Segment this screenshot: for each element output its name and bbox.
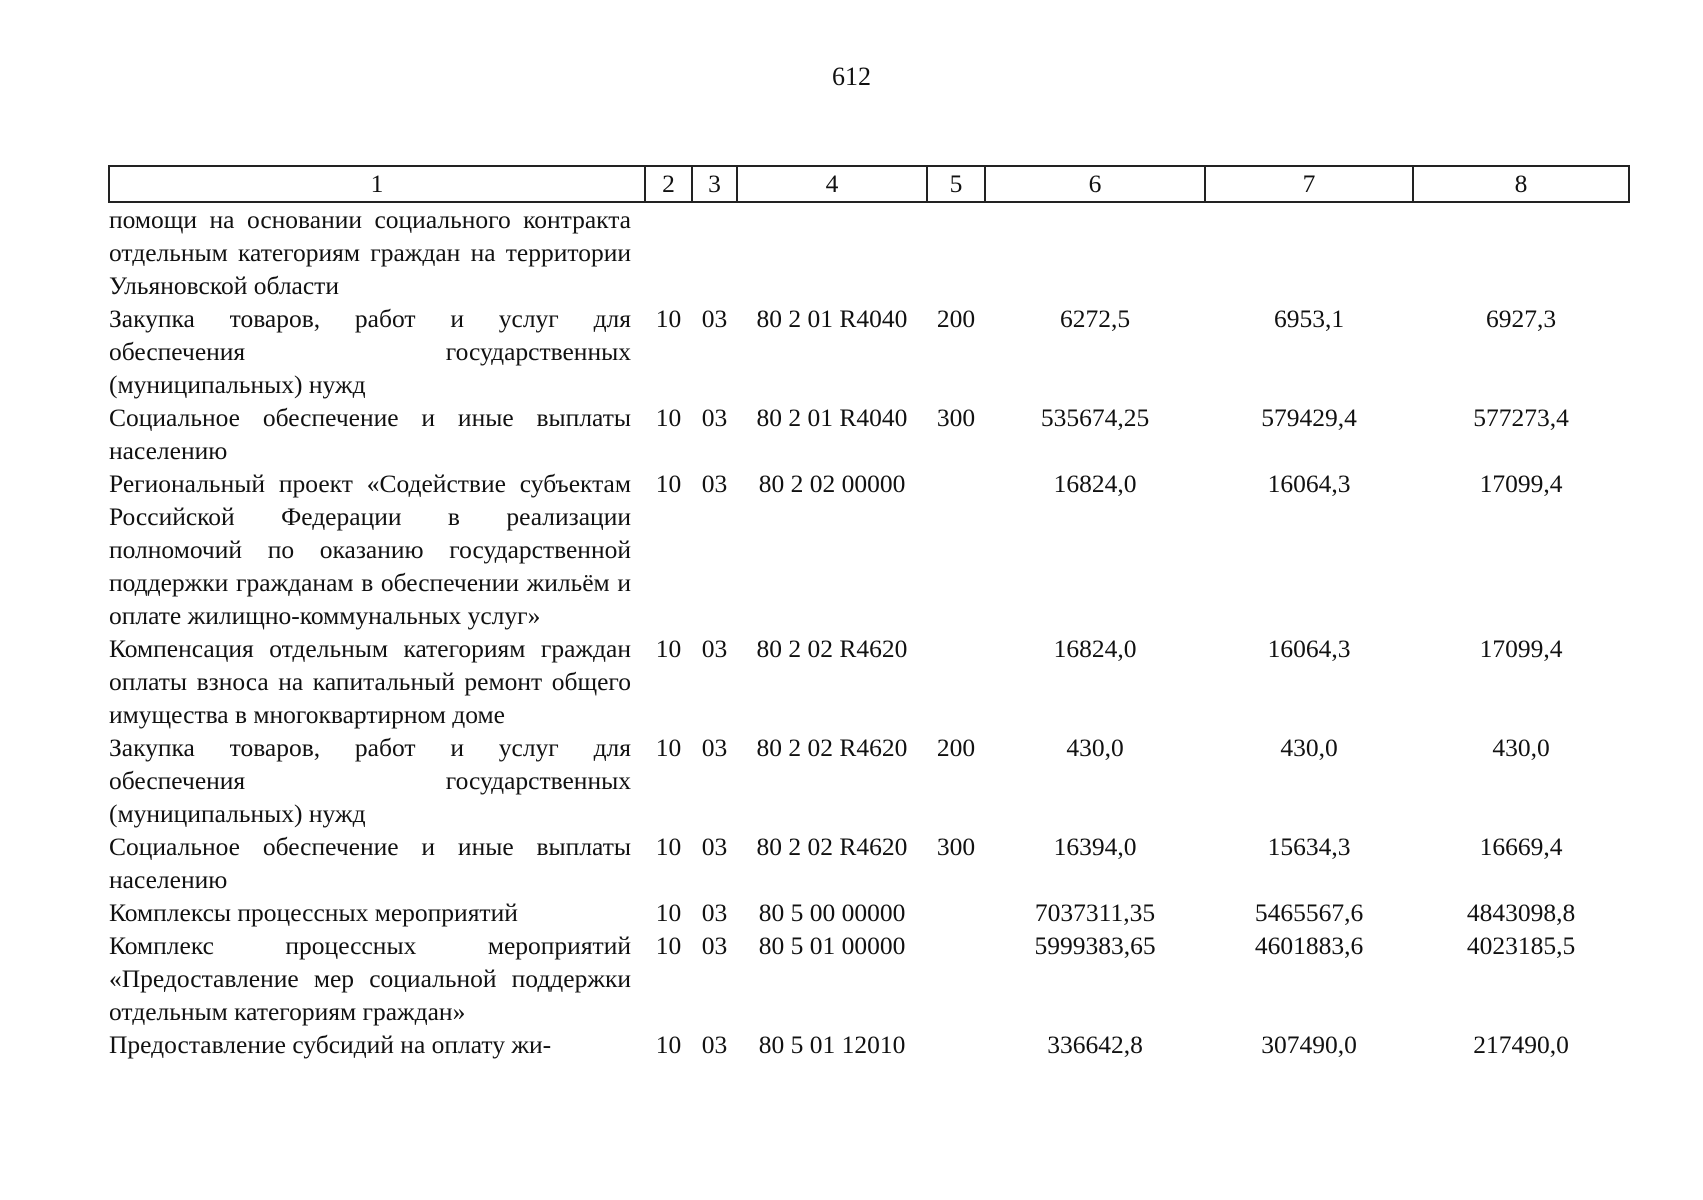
amount-year3-cell: 17099,4 xyxy=(1479,634,1563,663)
amount-year3-cell xyxy=(1413,202,1629,302)
target-article-cell: 80 2 02 00000 xyxy=(758,469,906,498)
row-name-cell: помощи на основании социального контракта отдельным категориям граждан на территории Ульяновской области xyxy=(109,205,631,300)
amount-year2-cell: 4601883,6 xyxy=(1254,931,1364,960)
table-body xyxy=(109,202,1629,1061)
column-header: 6 xyxy=(985,166,1205,202)
table-row xyxy=(109,731,1629,830)
row-name-cell: Региональный проект «Содействие субъектам Российской Федерации в реализации полномочий по оказанию государственной поддержки гражданам в обеспечении жильём и оплате жилищно-коммунальных услуг» xyxy=(109,469,631,630)
amount-year2-cell: 16064,3 xyxy=(1267,469,1351,498)
table-row xyxy=(109,202,1629,302)
amount-year2-cell: 16064,3 xyxy=(1267,634,1351,663)
amount-year3-cell: 217490,0 xyxy=(1473,1030,1569,1059)
amount-year3-cell: 430,0 xyxy=(1492,733,1550,762)
column-header: 7 xyxy=(1205,166,1413,202)
amount-year3-cell: 16669,4 xyxy=(1479,832,1563,861)
subsection-code-cell: 03 xyxy=(701,898,728,927)
amount-year1-cell: 16394,0 xyxy=(1053,832,1137,861)
table-row xyxy=(109,830,1629,896)
amount-year2-cell: 5465567,6 xyxy=(1254,898,1364,927)
amount-year2-cell: 307490,0 xyxy=(1261,1030,1357,1059)
column-header: 4 xyxy=(737,166,927,202)
amount-year2-cell: 15634,3 xyxy=(1267,832,1351,861)
column-header: 8 xyxy=(1413,166,1629,202)
expense-type-cell xyxy=(927,202,985,302)
subsection-code-cell: 03 xyxy=(701,469,728,498)
column-header: 1 xyxy=(109,166,645,202)
table-row xyxy=(109,929,1629,1028)
amount-year1-cell: 430,0 xyxy=(1066,733,1124,762)
section-code-cell xyxy=(645,202,692,302)
amount-year1-cell: 7037311,35 xyxy=(1034,898,1156,927)
target-article-cell: 80 5 00 00000 xyxy=(758,898,906,927)
expense-type-cell: 200 xyxy=(936,304,976,333)
amount-year1-cell: 16824,0 xyxy=(1053,469,1137,498)
subsection-code-cell: 03 xyxy=(701,634,728,663)
amount-year3-cell: 17099,4 xyxy=(1479,469,1563,498)
section-code-cell: 10 xyxy=(655,469,682,498)
section-code-cell: 10 xyxy=(655,634,682,663)
section-code-cell: 10 xyxy=(655,931,682,960)
table-row xyxy=(109,401,1629,467)
row-name-cell: Комплексы процессных мероприятий xyxy=(109,898,518,927)
expense-type-cell xyxy=(927,896,985,929)
expense-type-cell: 200 xyxy=(936,733,976,762)
section-code-cell: 10 xyxy=(655,733,682,762)
amount-year3-cell: 6927,3 xyxy=(1485,304,1557,333)
amount-year1-cell: 336642,8 xyxy=(1047,1030,1143,1059)
amount-year3-cell: 577273,4 xyxy=(1473,403,1569,432)
amount-year1-cell xyxy=(985,202,1205,302)
target-article-cell: 80 5 01 00000 xyxy=(758,931,906,960)
target-article-cell: 80 2 01 R4040 xyxy=(756,403,908,432)
section-code-cell: 10 xyxy=(655,304,682,333)
subsection-code-cell xyxy=(692,202,737,302)
row-name-cell: Социальное обеспечение и иные выплаты населению xyxy=(109,403,631,465)
amount-year3-cell: 4023185,5 xyxy=(1466,931,1576,960)
expense-type-cell xyxy=(927,467,985,632)
amount-year1-cell: 6272,5 xyxy=(1059,304,1131,333)
target-article-cell: 80 2 02 R4620 xyxy=(756,634,908,663)
subsection-code-cell: 03 xyxy=(701,1030,728,1059)
table-row xyxy=(109,467,1629,632)
page-number: 612 xyxy=(832,62,871,91)
expense-type-cell xyxy=(927,929,985,1028)
subsection-code-cell: 03 xyxy=(701,733,728,762)
row-name-cell: Предоставление субсидий на оплату жи- xyxy=(109,1030,552,1059)
table-row xyxy=(109,632,1629,731)
header-row xyxy=(109,166,1629,202)
table-row xyxy=(109,896,1629,929)
target-article-cell: 80 2 02 R4620 xyxy=(756,832,908,861)
section-code-cell: 10 xyxy=(655,1030,682,1059)
section-code-cell: 10 xyxy=(655,898,682,927)
amount-year1-cell: 5999383,65 xyxy=(1034,931,1156,960)
amount-year2-cell: 430,0 xyxy=(1280,733,1338,762)
amount-year1-cell: 535674,25 xyxy=(1040,403,1150,432)
target-article-cell xyxy=(737,202,927,302)
amount-year1-cell: 16824,0 xyxy=(1053,634,1137,663)
row-name-cell: Компенсация отдельным категориям граждан оплаты взноса на капитальный ремонт общего имущества в многоквартирном доме xyxy=(109,634,631,729)
row-name-cell: Закупка товаров, работ и услуг для обеспечения государственных (муниципальных) нужд xyxy=(109,733,631,828)
table-row xyxy=(109,302,1629,401)
table-row xyxy=(109,1028,1629,1061)
subsection-code-cell: 03 xyxy=(701,832,728,861)
subsection-code-cell: 03 xyxy=(701,304,728,333)
expense-type-cell: 300 xyxy=(936,832,976,861)
budget-table xyxy=(108,165,1630,1061)
amount-year3-cell: 4843098,8 xyxy=(1466,898,1576,927)
target-article-cell: 80 2 01 R4040 xyxy=(756,304,908,333)
subsection-code-cell: 03 xyxy=(701,931,728,960)
amount-year2-cell xyxy=(1205,202,1413,302)
target-article-cell: 80 2 02 R4620 xyxy=(756,733,908,762)
row-name-cell: Социальное обеспечение и иные выплаты населению xyxy=(109,832,631,894)
target-article-cell: 80 5 01 12010 xyxy=(758,1030,906,1059)
amount-year2-cell: 6953,1 xyxy=(1273,304,1345,333)
amount-year2-cell: 579429,4 xyxy=(1261,403,1357,432)
expense-type-cell xyxy=(927,632,985,731)
column-header: 5 xyxy=(927,166,985,202)
row-name-cell: Закупка товаров, работ и услуг для обеспечения государственных (муниципальных) нужд xyxy=(109,304,631,399)
column-header: 2 xyxy=(645,166,692,202)
column-header: 3 xyxy=(692,166,737,202)
row-name-cell: Комплекс процессных мероприятий «Предоставление мер социальной поддержки отдельным категориям граждан» xyxy=(109,931,631,1026)
section-code-cell: 10 xyxy=(655,832,682,861)
expense-type-cell xyxy=(927,1028,985,1061)
subsection-code-cell: 03 xyxy=(701,403,728,432)
expense-type-cell: 300 xyxy=(936,403,976,432)
section-code-cell: 10 xyxy=(655,403,682,432)
